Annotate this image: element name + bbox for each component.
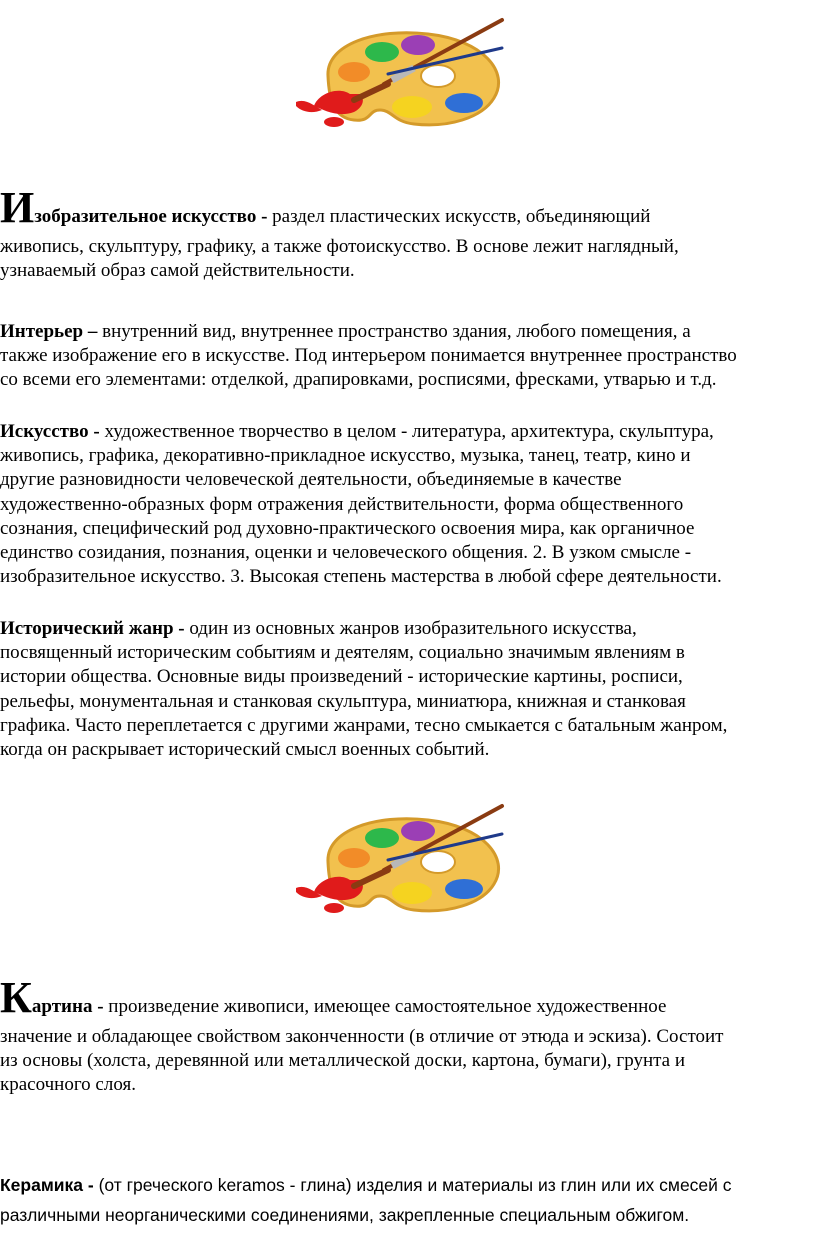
definition-line: графика. Часто переплетается с другими жанрами, тесно смыкается с батальным жанром, — [0, 714, 728, 736]
definition-line: живопись, скульптуру, графику, а также фотоискусство. В основе лежит наглядный, — [0, 236, 679, 257]
definition-line: красочного слоя. — [0, 1074, 136, 1096]
term-dash: - — [256, 206, 273, 227]
art-palette-icon — [288, 14, 508, 136]
drop-cap: И — [0, 183, 35, 232]
definition-line: со всеми его элементами: отделкой, драпировками, росписями, фресками, утварью и т.д. — [0, 369, 717, 391]
drop-cap: К — [0, 973, 32, 1022]
term-title: Искусство — [0, 421, 89, 442]
definition-line: внутренний вид, внутреннее пространство здания, любого помещения, а — [102, 321, 691, 342]
term-entry — [0, 183, 816, 283]
definition-line: также изображение его в искусстве. Под интерьером понимается внутреннее пространство — [0, 345, 737, 367]
term-title: артина — [31, 996, 93, 1017]
definition-line: изобразительное искусство. 3. Высокая степень мастерства в любой сфере деятельности. — [0, 566, 722, 588]
definition-line: художественное творчество в целом - литература, архитектура, скульптура, — [104, 421, 714, 442]
definition-line: художественно-образных форм отражения действительности, форма общественного — [0, 493, 684, 515]
term-entry — [0, 1170, 816, 1230]
definition-line: истории общества. Основные виды произведений - исторические картины, росписи, — [0, 666, 683, 688]
term-dash: - — [92, 996, 109, 1017]
definition-line: сознания, специфический род духовно-практического освоения мира, как органичное — [0, 517, 695, 539]
term-title: Интерьер — [0, 321, 84, 342]
term-entry — [0, 420, 816, 589]
definition-line: (от греческого keramos - глина) изделия и материалы из глин или их смесей с — [98, 1175, 732, 1195]
definition-line: единство созидания, познания, оценки и человеческого общения. 2. В узком смысле - — [0, 542, 692, 564]
definition-line: различными неорганическими соединениями, закрепленные специальным обжигом. — [0, 1205, 690, 1225]
term-title: Керамика — [0, 1175, 84, 1195]
definition-line: произведение живописи, имеющее самостоятельное художественное — [108, 996, 667, 1017]
term-dash: - — [83, 1175, 99, 1195]
definition-line: другие разновидности человеческой деятельности, объединяемые в качестве — [0, 469, 622, 491]
definition-line: из основы (холста, деревянной или металлической доски, картона, бумаги), грунта и — [0, 1050, 685, 1072]
term-title: Исторический жанр — [0, 618, 174, 639]
definition-line: узнаваемый образ самой действительности. — [0, 260, 355, 282]
term-dash: - — [88, 421, 105, 442]
term-entry — [0, 617, 816, 762]
term-dash: - — [173, 618, 190, 639]
definition-line: посвященный историческим событиям и деятелям, социально значимым явлениям в — [0, 642, 685, 664]
term-entry — [0, 320, 816, 393]
art-palette-icon — [288, 800, 508, 922]
definition-line: раздел пластических искусств, объединяющий — [272, 206, 651, 227]
term-entry — [0, 973, 816, 1098]
definition-line: значение и обладающее свойством законченности (в отличие от этюда и эскиза). Состоит — [0, 1026, 724, 1047]
term-title: зобразительное искусство — [34, 206, 257, 227]
definition-line: один из основных жанров изобразительного искусства, — [189, 618, 637, 639]
definition-line: рельефы, монументальная и станковая скульптура, миниатюра, книжная и станковая — [0, 690, 686, 712]
definition-line: когда он раскрывает исторический смысл военных событий. — [0, 739, 490, 761]
term-dash: – — [83, 321, 103, 342]
definition-line: живопись, графика, декоративно-прикладное искусство, музыка, танец, театр, кино и — [0, 445, 691, 467]
